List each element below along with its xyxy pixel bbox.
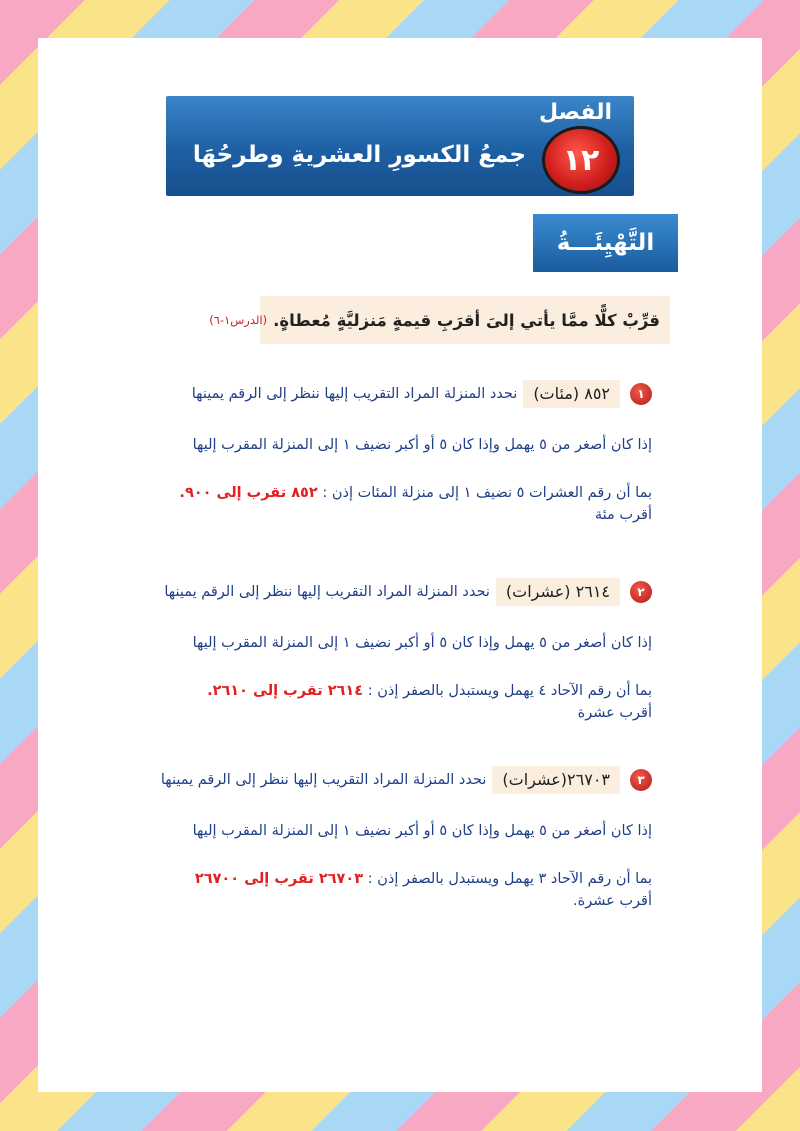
problem-number-chip: ٢٦٧٠٣(عشرات) [492, 766, 620, 794]
conclusion-text: بما أن رقم العشرات ٥ نضيف ١ إلى منزلة المئات إذن : [322, 485, 652, 501]
problem-number-badge: ٣ [630, 769, 652, 791]
instruction-bar [209, 296, 670, 344]
problem-3 [92, 766, 652, 912]
warmup-header [533, 214, 678, 272]
problem-tail: أقرب مئة [594, 507, 652, 523]
chapter-label: الفصل [539, 100, 612, 125]
problem-number-chip: ٨٥٢ (مئات) [523, 380, 620, 408]
instruction-text: قرِّبْ كلًّا ممَّا يأتي إلىَ أقرَبِ قيمةٍ مَنزليَّةٍ مُعطاةٍ. [273, 310, 660, 330]
worksheet-page [38, 38, 762, 1092]
conclusion-text: بما أن رقم الآحاد ٤ يهمل ويستبدل بالصفر إذن : [367, 683, 652, 699]
chapter-number-badge [542, 126, 620, 194]
problem-tail: أقرب عشرة. [572, 893, 652, 909]
problem-head [92, 380, 652, 408]
problem-tail: أقرب عشرة [577, 705, 652, 721]
problem-1 [92, 380, 652, 526]
warmup-title: التَّهْيِئَـــةُ [556, 230, 655, 256]
chapter-banner [166, 96, 634, 196]
rounding-result: ٢٦٧٠٣ تقرب إلى ٢٦٧٠٠ [194, 871, 364, 887]
chapter-title: جمعُ الكسورِ العشريةِ وطرحُهَا [192, 142, 526, 168]
problem-number-badge: ٢ [630, 581, 652, 603]
problem-2 [92, 578, 652, 724]
problem-head [92, 578, 652, 606]
rounding-result: ٢٦١٤ تقرب إلى ٢٦١٠. [207, 683, 364, 699]
lesson-reference: (الدرس١-٦) [209, 313, 268, 327]
rounding-result: ٨٥٢ تقرب إلى ٩٠٠. [179, 485, 318, 501]
conclusion-text: بما أن رقم الآحاد ٣ يهمل ويستبدل بالصفر إذن : [367, 871, 652, 887]
problem-head-text: نحدد المنزلة المراد التقريب إليها ننظر إلى الرقم يمينها [191, 386, 518, 402]
problem-conclusion [92, 482, 652, 504]
problem-conclusion [92, 680, 652, 702]
problem-number-chip: ٢٦١٤ (عشرات) [496, 578, 620, 606]
problem-rule: إذا كان أصغر من ٥ يهمل وإذا كان ٥ أو أكبر نضيف ١ إلى المنزلة المقرب إليها [192, 823, 652, 839]
problem-head [92, 766, 652, 794]
problem-rule: إذا كان أصغر من ٥ يهمل وإذا كان ٥ أو أكبر نضيف ١ إلى المنزلة المقرب إليها [192, 437, 652, 453]
problem-head-text: نحدد المنزلة المراد التقريب إليها ننظر إلى الرقم يمينها [164, 584, 490, 600]
chapter-number: ١٢ [562, 142, 600, 178]
problem-conclusion [92, 868, 652, 890]
problem-rule: إذا كان أصغر من ٥ يهمل وإذا كان ٥ أو أكبر نضيف ١ إلى المنزلة المقرب إليها [192, 635, 652, 651]
problem-number-badge: ١ [630, 383, 652, 405]
problem-head-text: نحدد المنزلة المراد التقريب إليها ننظر إلى الرقم يمينها [160, 772, 487, 788]
